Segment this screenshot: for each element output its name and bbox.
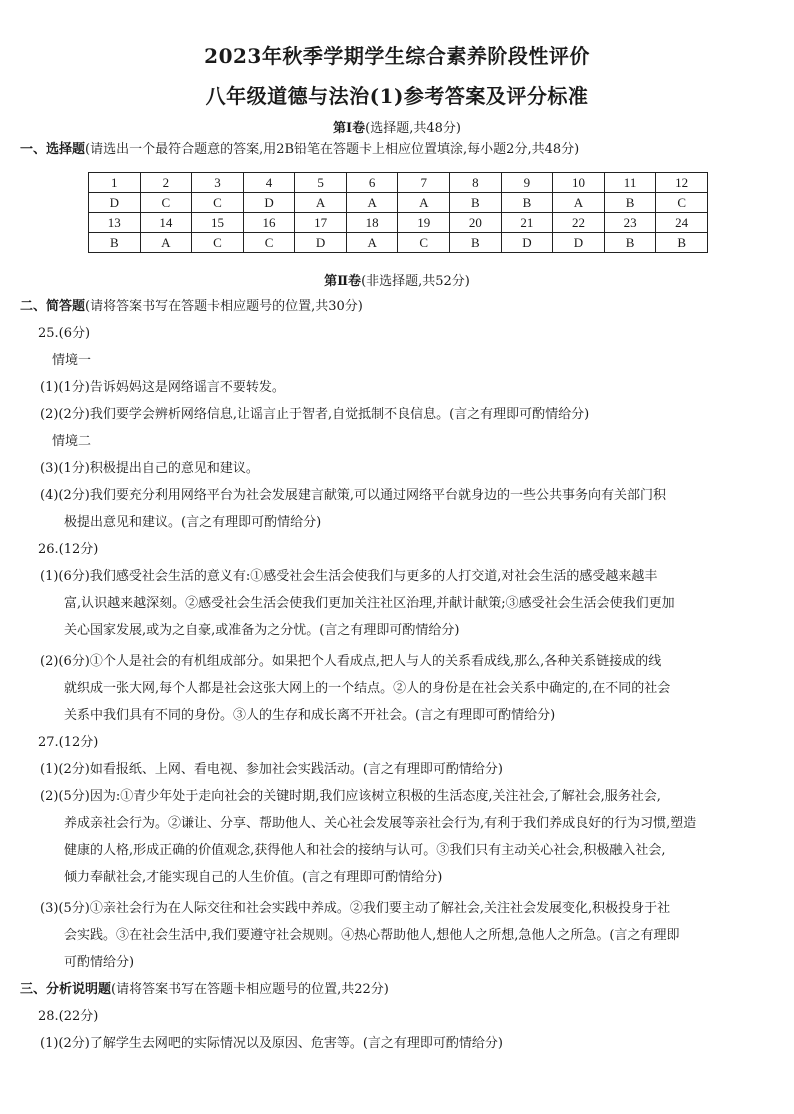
question-number-cell: 12 [656,173,708,193]
q27-line: 健康的人格,形成正确的价值观念,获得他人和社会的接纳与认可。③我们只有主动关心社会,积极融入社会, [64,843,666,858]
question-number-row [89,213,708,233]
answer-cell: B [604,193,656,213]
answer-cell: A [346,193,398,213]
answer-cell: C [398,233,450,253]
question-number-cell: 21 [501,213,553,233]
q26-line: (1)(6分)我们感受社会生活的意义有:①感受社会生活会使我们与更多的人打交道,对社会生活的感受越来越丰 [40,569,658,584]
question-number-cell: 17 [295,213,347,233]
q25-label: 25.(6分) [38,326,91,341]
question-number-cell: 3 [192,173,244,193]
question-number-cell: 13 [89,213,141,233]
q25-line: 极提出意见和建议。(言之有理即可酌情给分) [64,515,322,530]
answer-cell: B [656,233,708,253]
answer-cell: D [243,193,295,213]
q28-label: 28.(22分) [38,1009,99,1024]
section-1-heading [20,141,579,159]
volume-2-note: (非选择题,共52分) [361,274,470,289]
q25-line: 情境二 [52,434,92,449]
q27-line: (3)(5分)①亲社会行为在人际交往和社会实践中养成。②我们要主动了解社会,关注社会发展变化,积极投身于社 [40,901,671,916]
doc-title: 2023年秋季学期学生综合素养阶段性评价 [204,44,590,68]
answer-cell: A [295,193,347,213]
answer-table [88,172,708,253]
volume-2-name: 第Ⅱ卷 [324,274,362,289]
answer-row [89,193,708,213]
answer-cell: D [553,233,605,253]
question-number-cell: 11 [604,173,656,193]
answer-cell: A [346,233,398,253]
question-number-row [89,173,708,193]
volume-2-heading [0,270,794,289]
answer-cell: B [604,233,656,253]
question-number-cell: 1 [89,173,141,193]
answer-cell: B [89,233,141,253]
answer-cell: B [450,193,502,213]
q28-line: (1)(2分)了解学生去网吧的实际情况以及原因、危害等。(言之有理即可酌情给分) [40,1036,503,1051]
q27-line: 会实践。③在社会生活中,我们要遵守社会规则。④热心帮助他人,想他人之所想,急他人之所急。(言之有理即 [64,928,680,943]
q25-line: 情境一 [52,353,92,368]
section-3-heading [20,981,389,999]
q26-line: 关系中我们具有不同的身份。③人的生存和成长离不开社会。(言之有理即可酌情给分) [64,708,556,723]
answer-cell: C [192,233,244,253]
answer-cell: C [243,233,295,253]
q26-line: 关心国家发展,或为之自豪,或准备为之分忧。(言之有理即可酌情给分) [64,623,460,638]
answer-cell: D [501,233,553,253]
answer-cell: A [140,233,192,253]
question-number-cell: 2 [140,173,192,193]
section-2-title: 二、简答题 [20,299,86,314]
answer-cell: A [553,193,605,213]
section-1-note: (请选出一个最符合题意的答案,用2B铅笔在答题卡上相应位置填涂,每小题2分,共48分) [85,142,580,157]
q26-line: (2)(6分)①个人是社会的有机组成部分。如果把个人看成点,把人与人的关系看成线,那么,各种关系链接成的线 [40,654,662,669]
question-number-cell: 7 [398,173,450,193]
section-3-title: 三、分析说明题 [20,982,112,997]
answer-cell: A [398,193,450,213]
section-3-note: (请将答案书写在答题卡相应题号的位置,共22分) [111,982,389,997]
question-number-cell: 5 [295,173,347,193]
q27-label: 27.(12分) [38,735,99,750]
volume-1-name: 第Ⅰ卷 [333,121,366,136]
question-number-cell: 4 [243,173,295,193]
q27-line: 养成亲社会行为。②谦让、分享、帮助他人、关心社会发展等亲社会行为,有利于我们养成良好的行为习惯,塑造 [64,816,697,831]
section-1-title: 一、选择题 [20,142,86,157]
answer-cell: D [295,233,347,253]
q27-line: 倾力奉献社会,才能实现自己的人生价值。(言之有理即可酌情给分) [64,870,443,885]
q25-line: (2)(2分)我们要学会辨析网络信息,让谣言止于智者,自觉抵制不良信息。(言之有理即可酌情给分) [40,407,590,422]
answer-row [89,233,708,253]
answer-cell: B [501,193,553,213]
question-number-cell: 10 [553,173,605,193]
section-2-note: (请将答案书写在答题卡相应题号的位置,共30分) [85,299,363,314]
q26-line: 富,认识越来越深刻。②感受社会生活会使我们更加关注社区治理,并献计献策;③感受社会生活会使我们更加 [64,596,675,611]
question-number-cell: 15 [192,213,244,233]
question-number-cell: 22 [553,213,605,233]
question-number-cell: 16 [243,213,295,233]
q26-label: 26.(12分) [38,542,99,557]
q25-line: (4)(2分)我们要充分利用网络平台为社会发展建言献策,可以通过网络平台就身边的一些公共事务向有关部门积 [40,488,666,503]
question-number-cell: 14 [140,213,192,233]
doc-subtitle: 八年级道德与法治(1)参考答案及评分标准 [205,84,589,108]
q27-line: 可酌情给分) [64,955,135,970]
answer-cell: C [140,193,192,213]
answer-cell: D [89,193,141,213]
volume-1-note: (选择题,共48分) [365,121,461,136]
question-number-cell: 23 [604,213,656,233]
q27-line: (1)(2分)如看报纸、上网、看电视、参加社会实践活动。(言之有理即可酌情给分) [40,762,503,777]
question-number-cell: 9 [501,173,553,193]
question-number-cell: 20 [450,213,502,233]
q27-line: (2)(5分)因为:①青少年处于走向社会的关键时期,我们应该树立积极的生活态度,关注社会,了解社会,服务社会, [40,789,661,804]
section-2-heading [20,298,363,316]
q26-line: 就织成一张大网,每个人都是社会这张大网上的一个结点。②人的身份是在社会关系中确定的,在不同的社会 [64,681,671,696]
question-number-cell: 19 [398,213,450,233]
question-number-cell: 8 [450,173,502,193]
question-number-cell: 6 [346,173,398,193]
answer-cell: B [450,233,502,253]
answer-cell: C [192,193,244,213]
question-number-cell: 24 [656,213,708,233]
q25-line: (1)(1分)告诉妈妈这是网络谣言不要转发。 [40,380,285,395]
volume-1-heading [0,117,794,136]
q25-line: (3)(1分)积极提出自己的意见和建议。 [40,461,259,476]
question-number-cell: 18 [346,213,398,233]
answer-cell: C [656,193,708,213]
